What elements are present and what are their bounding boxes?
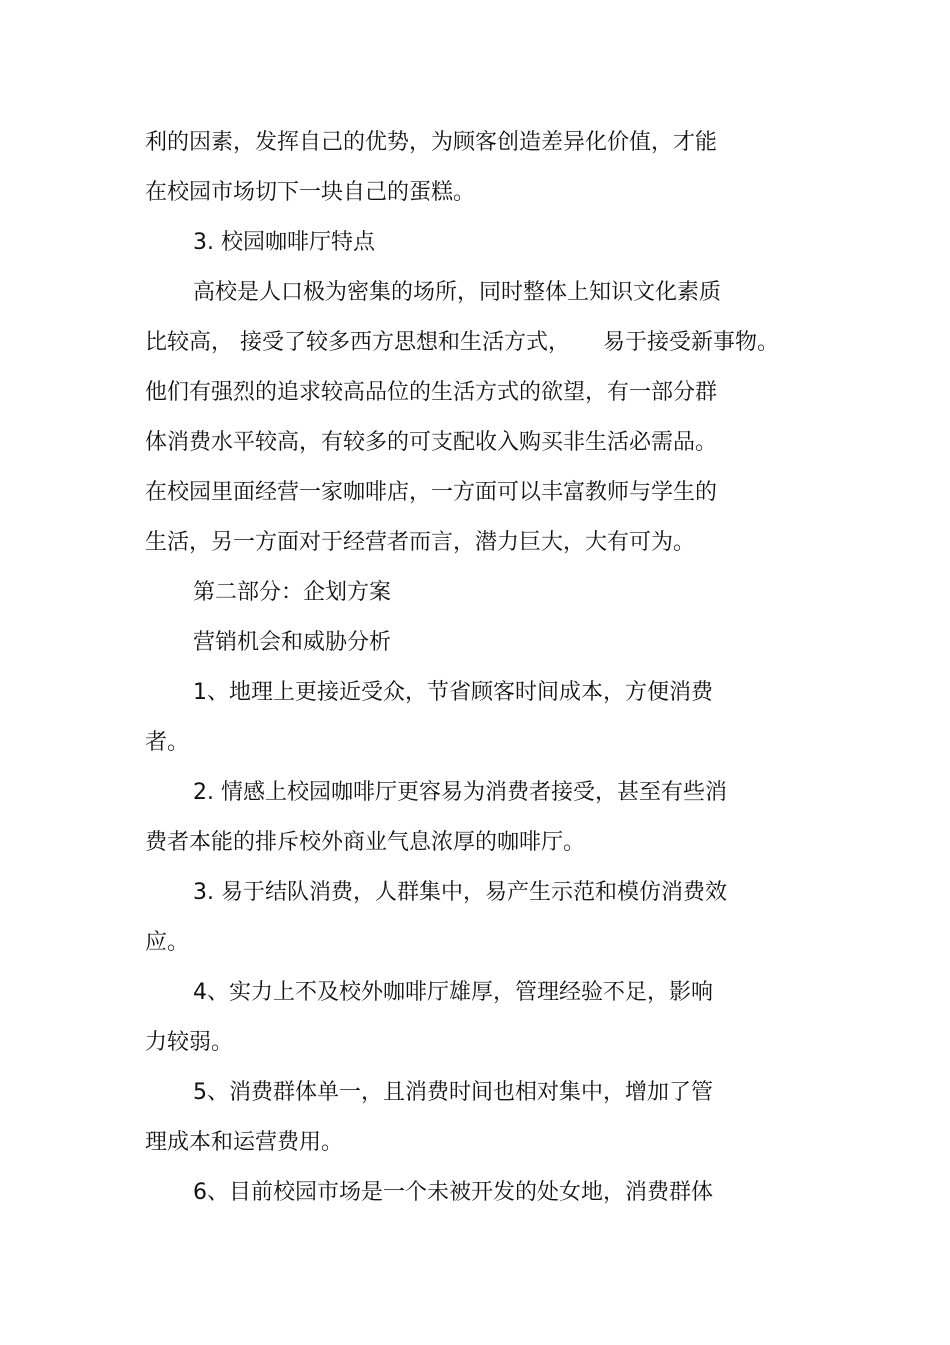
text-line-7: 体消费水平较高，有较多的可支配收入购买非生活必需品。 — [145, 430, 718, 455]
text-line-8: 在校园里面经营一家咖啡店，一方面可以丰富教师与学生的 — [145, 480, 718, 505]
list-item-1-cont: 者。 — [145, 730, 190, 755]
list-item-2-cont: 费者本能的排斥校外商业气息浓厚的咖啡厅。 — [145, 830, 586, 855]
list-item-4: 4、实力上不及校外咖啡厅雄厚，管理经验不足，影响 — [193, 980, 713, 1005]
list-item-5: 5、消费群体单一，且消费时间也相对集中，增加了管 — [193, 1080, 713, 1105]
text-line-4: 高校是人口极为密集的场所，同时整体上知识文化素质 — [193, 280, 722, 305]
text-line-9: 生活，另一方面对于经营者而言，潜力巨大，大有可为。 — [145, 530, 696, 555]
list-item-5-cont: 理成本和运营费用。 — [145, 1130, 344, 1155]
list-item-4-cont: 力较弱。 — [145, 1030, 234, 1055]
list-item-3-cont: 应。 — [145, 930, 190, 955]
text-line-5: 比较高， 接受了较多西方思想和生活方式， 易于接受新事物。 — [145, 330, 779, 355]
list-item-1: 1、地理上更接近受众，节省顾客时间成本，方便消费 — [193, 680, 713, 705]
section-heading: 3. 校园咖啡厅特点 — [193, 230, 375, 255]
list-item-3: 3. 易于结队消费，人群集中，易产生示范和模仿消费效 — [193, 880, 727, 905]
list-item-6: 6、目前校园市场是一个未被开发的处女地，消费群体 — [193, 1180, 713, 1205]
part-heading: 第二部分：企划方案 — [193, 580, 392, 605]
text-line-1: 利的因素，发挥自己的优势，为顾客创造差异化价值，才能 — [145, 130, 718, 155]
list-item-2: 2. 情感上校园咖啡厅更容易为消费者接受，甚至有些消 — [193, 780, 727, 805]
text-line-6: 他们有强烈的追求较高品位的生活方式的欲望，有一部分群 — [145, 380, 718, 405]
subsection-heading: 营销机会和威胁分析 — [193, 630, 392, 655]
text-line-2: 在校园市场切下一块自己的蛋糕。 — [145, 180, 476, 205]
